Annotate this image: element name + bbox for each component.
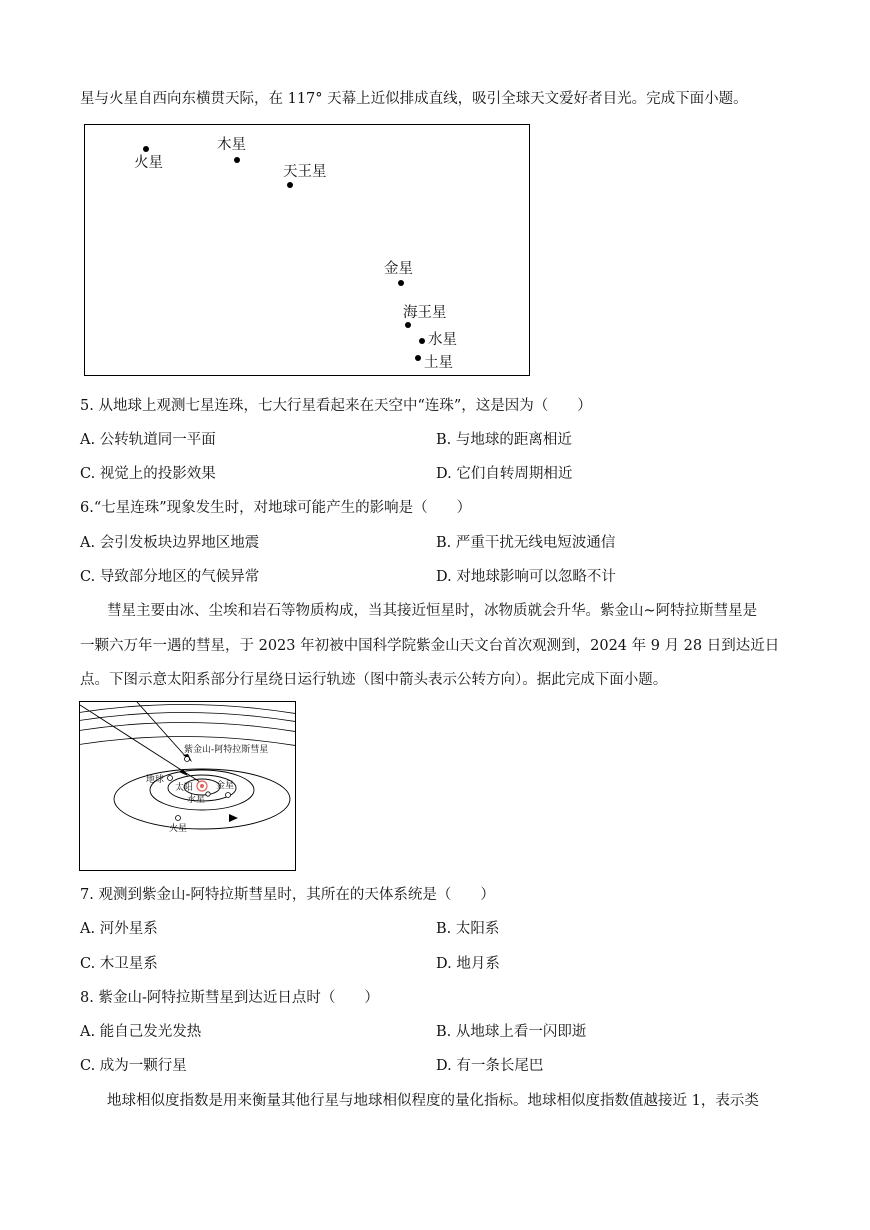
outer-orbit-arc-3 bbox=[80, 722, 296, 734]
mars-orbit-arrow-icon bbox=[229, 814, 238, 822]
saturn-label: 土星 bbox=[424, 355, 453, 371]
venus-dot bbox=[398, 280, 404, 286]
solar-system-orbit-figure bbox=[79, 701, 296, 871]
comet-trajectory-2 bbox=[137, 702, 187, 758]
q8-option-c[interactable]: C. 成为一颗行星 bbox=[80, 1058, 187, 1074]
mercury-label: 水星 bbox=[187, 795, 206, 805]
orbit-diagram bbox=[80, 702, 296, 871]
neptune-dot bbox=[405, 322, 411, 328]
passage2-line2: 一颗六万年一遇的彗星，于 2023 年初被中国科学院紫金山天文台首次观测到，2024 年 9 月 28 日到达近日 bbox=[80, 638, 780, 654]
mercury-dot bbox=[419, 338, 425, 344]
comet-label: 紫金山-阿特拉斯彗星 bbox=[184, 745, 269, 755]
q7-option-d[interactable]: D. 地月系 bbox=[436, 956, 500, 972]
passage2-line3: 点。下图示意太阳系部分行星绕日运行轨迹（图中箭头表示公转方向）。据此完成下面小题。 bbox=[80, 672, 668, 688]
q7-option-b[interactable]: B. 太阳系 bbox=[436, 921, 500, 937]
mercury-icon bbox=[206, 792, 210, 796]
q7-option-c[interactable]: C. 木卫星系 bbox=[80, 956, 158, 972]
mars-label: 火星 bbox=[169, 824, 188, 834]
passage2-line1: 彗星主要由冰、尘埃和岩石等物质构成，当其接近恒星时，冰物质就会升华。紫金山~阿特拉斯彗星是 bbox=[107, 603, 758, 619]
intro-line: 星与火星自西向东横贯天际，在 117° 天幕上近似排成直线，吸引全球天文爱好者目光。完成下面小题。 bbox=[80, 91, 748, 107]
q8-option-d[interactable]: D. 有一条长尾巴 bbox=[436, 1058, 544, 1074]
q6-stem: 6.“七星连珠”现象发生时，对地球可能产生的影响是（ ） bbox=[80, 500, 472, 516]
venus-label: 金星 bbox=[384, 261, 413, 277]
mars-icon bbox=[176, 816, 181, 821]
q5-option-c[interactable]: C. 视觉上的投影效果 bbox=[80, 466, 216, 482]
q5-option-a[interactable]: A. 公转轨道同一平面 bbox=[80, 432, 216, 448]
q5-stem: 5. 从地球上观测七星连珠，七大行星看起来在天空中“连珠”，这是因为（ ） bbox=[80, 398, 592, 414]
q5-option-d[interactable]: D. 它们自转周期相近 bbox=[436, 466, 573, 482]
q6-option-c[interactable]: C. 导致部分地区的气候异常 bbox=[80, 569, 260, 585]
earth-icon bbox=[168, 776, 173, 781]
sun-label: 太阳 bbox=[175, 783, 194, 793]
q7-stem: 7. 观测到紫金山-阿特拉斯彗星时，其所在的天体系统是（ ） bbox=[80, 887, 495, 903]
q5-option-b[interactable]: B. 与地球的距离相近 bbox=[436, 432, 572, 448]
uranus-label: 天王星 bbox=[283, 164, 327, 180]
jupiter-dot bbox=[234, 157, 240, 163]
q7-option-a[interactable]: A. 河外星系 bbox=[80, 921, 158, 937]
mercury-label: 水星 bbox=[428, 332, 457, 348]
passage3-line1: 地球相似度指数是用来衡量其他行星与地球相似程度的量化指标。地球相似度指数值越接近 1，表示类 bbox=[107, 1093, 759, 1109]
q8-stem: 8. 紫金山-阿特拉斯彗星到达近日点时（ ） bbox=[80, 990, 379, 1006]
neptune-label: 海王星 bbox=[403, 305, 447, 321]
q6-option-b[interactable]: B. 严重干扰无线电短波通信 bbox=[436, 535, 616, 551]
comet-icon bbox=[185, 757, 190, 762]
mars-label: 火星 bbox=[134, 155, 163, 171]
jupiter-label: 木星 bbox=[217, 137, 246, 153]
q8-option-b[interactable]: B. 从地球上看一闪即逝 bbox=[436, 1024, 587, 1040]
sun-core-icon bbox=[200, 784, 204, 788]
uranus-dot bbox=[287, 182, 293, 188]
planet-alignment-figure bbox=[84, 124, 530, 376]
saturn-dot bbox=[415, 355, 421, 361]
q8-option-a[interactable]: A. 能自己发光发热 bbox=[80, 1024, 202, 1040]
earth-label: 地球 bbox=[146, 775, 165, 785]
q6-option-d[interactable]: D. 对地球影响可以忽略不计 bbox=[436, 569, 616, 585]
venus-icon bbox=[226, 793, 231, 798]
outer-orbit-arc-1 bbox=[80, 704, 296, 716]
q6-option-a[interactable]: A. 会引发板块边界地区地震 bbox=[80, 535, 260, 551]
venus-label: 金星 bbox=[216, 781, 235, 791]
